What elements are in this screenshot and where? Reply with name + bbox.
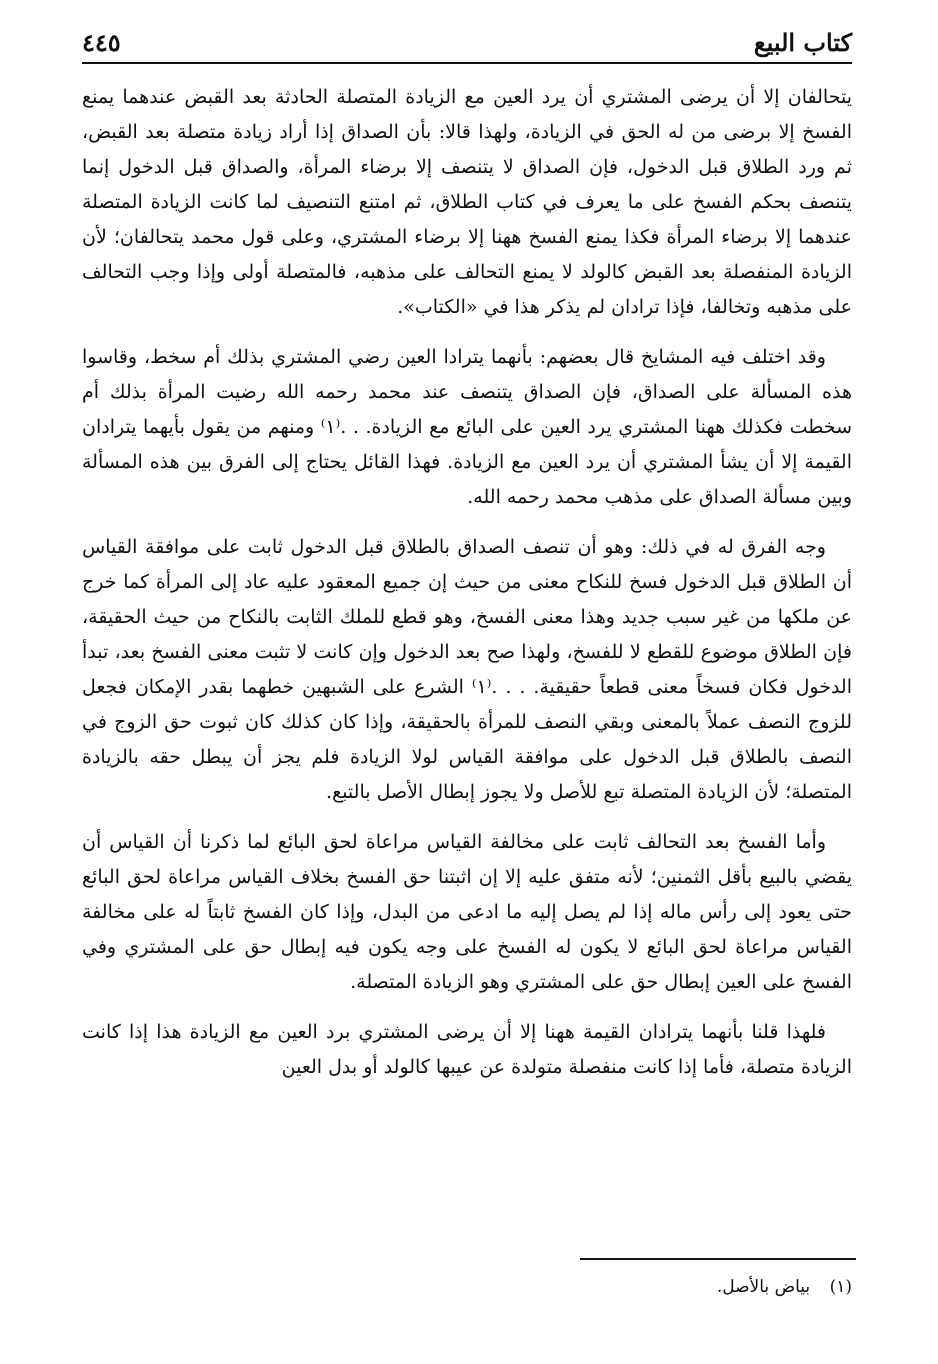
footnote-number: (١) — [829, 1277, 852, 1297]
footnote — [82, 1272, 852, 1302]
page-header — [82, 22, 852, 64]
paragraph-3: وجه الفرق له في ذلك: وهو أن تنصف الصداق بالطلاق قبل الدخول ثابت على موافقة القياس أن الطلاق قبل الدخول فسخ للنكاح معنى من حيث إن جميع المعقود عليه عاد إلى المرأة كما خرج عن ملكها من غير سبب جديد وهذا معنى الفسخ، وهو قطع للملك الثابت بالنكاح من حيث الحقيقة، فإن الطلاق موضوع للقطع لا للفسخ، ولهذا صح بعد الدخول وإن كانت لا تثبت معنى الفسخ بعد، تبدأ الدخول فكان فسخاً معنى قطعاً حقيقية. . . .⁽١⁾ الشرع على الشبهين خطهما بقدر الإمكان فجعل للزوج النصف عملاً بالمعنى وبقي النصف للمرأة بالحقيقة، وإذا كان كذلك كان ثبوت حق الزوج في النصف بالطلاق قبل الدخول على موافقة القياس لولا الزيادة فلم يجز أن يبطل حقه بالزيادة المتصلة؛ لأن الزيادة المتصلة تبع للأصل ولا يجوز إبطال الأصل بالتبع. — [82, 536, 852, 803]
paragraph-2: وقد اختلف فيه المشايخ قال بعضهم: بأنهما يترادا العين رضي المشتري بذلك أم سخط، وقاسوا هذه المسألة على الصداق، فإن الصداق يتنصف عند محمد رحمه الله رضيت المرأة بذلك أم سخطت فكذلك ههنا المشتري يرد العين على البائع مع الزيادة. . .⁽١⁾ ومنهم من يقول بأيهما يترادان القيمة إلا أن يشأ المشتري أن يرد العين مع الزيادة. فهذا القائل يحتاج إلى الفرق بين هذه المسألة وبين مسألة الصداق على مذهب محمد رحمه الله. — [82, 346, 852, 508]
main-text — [82, 80, 852, 1085]
footnote-separator — [580, 1258, 856, 1260]
paragraph-1: يتحالفان إلا أن يرضى المشتري أن يرد العين مع الزيادة المتصلة الحادثة بعد القبض عندهما يمنع الفسخ إلا برضى من له الحق في الزيادة، ولهذا قالا: بأن الصداق إذا أراد زيادة متصلة بعد القبض، ثم ورد الطلاق قبل الدخول، فإن الصداق لا يتنصف إلا برضاء المرأة، والصداق قبل الدخول إنما يتنصف بحكم الفسخ على ما يعرف في كتاب الطلاق، ثم امتنع التنصيف لما كانت الزيادة المتصلة عندهما إلا برضاء المرأة فكذا يمنع الفسخ ههنا إلا برضاء المشتري، وعلى قول محمد يتحالفان؛ لأن الزيادة المنفصلة بعد القبض كالولد لا يمنع التحالف على مذهبه، فالمتصلة أولى وإذا وجب التحالف على مذهبه وتخالفا، فإذا ترادان لم يذكر هذا في «الكتاب». — [82, 86, 852, 318]
paragraph-5: فلهذا قلنا بأنهما يترادان القيمة ههنا إلا أن يرضى المشتري برد العين مع الزيادة هذا إذا كانت الزيادة متصلة، فأما إذا كانت منفصلة متولدة عن عيبها كالولد أو بدل العين — [82, 1021, 852, 1078]
chapter-title: كتاب البيع — [753, 28, 852, 57]
paragraph-4: وأما الفسخ بعد التحالف ثابت على مخالفة القياس مراعاة لحق البائع لما ذكرنا أن القياس أن يقضي بالبيع بأقل الثمنين؛ لأنه متفق عليه إلا إن اثبتنا حق الفسخ بخلاف القياس مراعاة لحق البائع حتى يعود إلى رأس ماله إذا لم يصل إليه ما ادعى من البدل، وإذا كان الفسخ ثابتاً له على مخالفة القياس مراعاة لحق البائع لا يكون له الفسخ على وجه يكون فيه إبطال حق على المشتري وفي الفسخ على العين إبطال حق على المشتري وهو الزيادة المتصلة. — [82, 831, 852, 993]
footnote-text: بياض بالأصل. — [716, 1277, 811, 1297]
page-number: ٤٤٥ — [82, 28, 121, 57]
